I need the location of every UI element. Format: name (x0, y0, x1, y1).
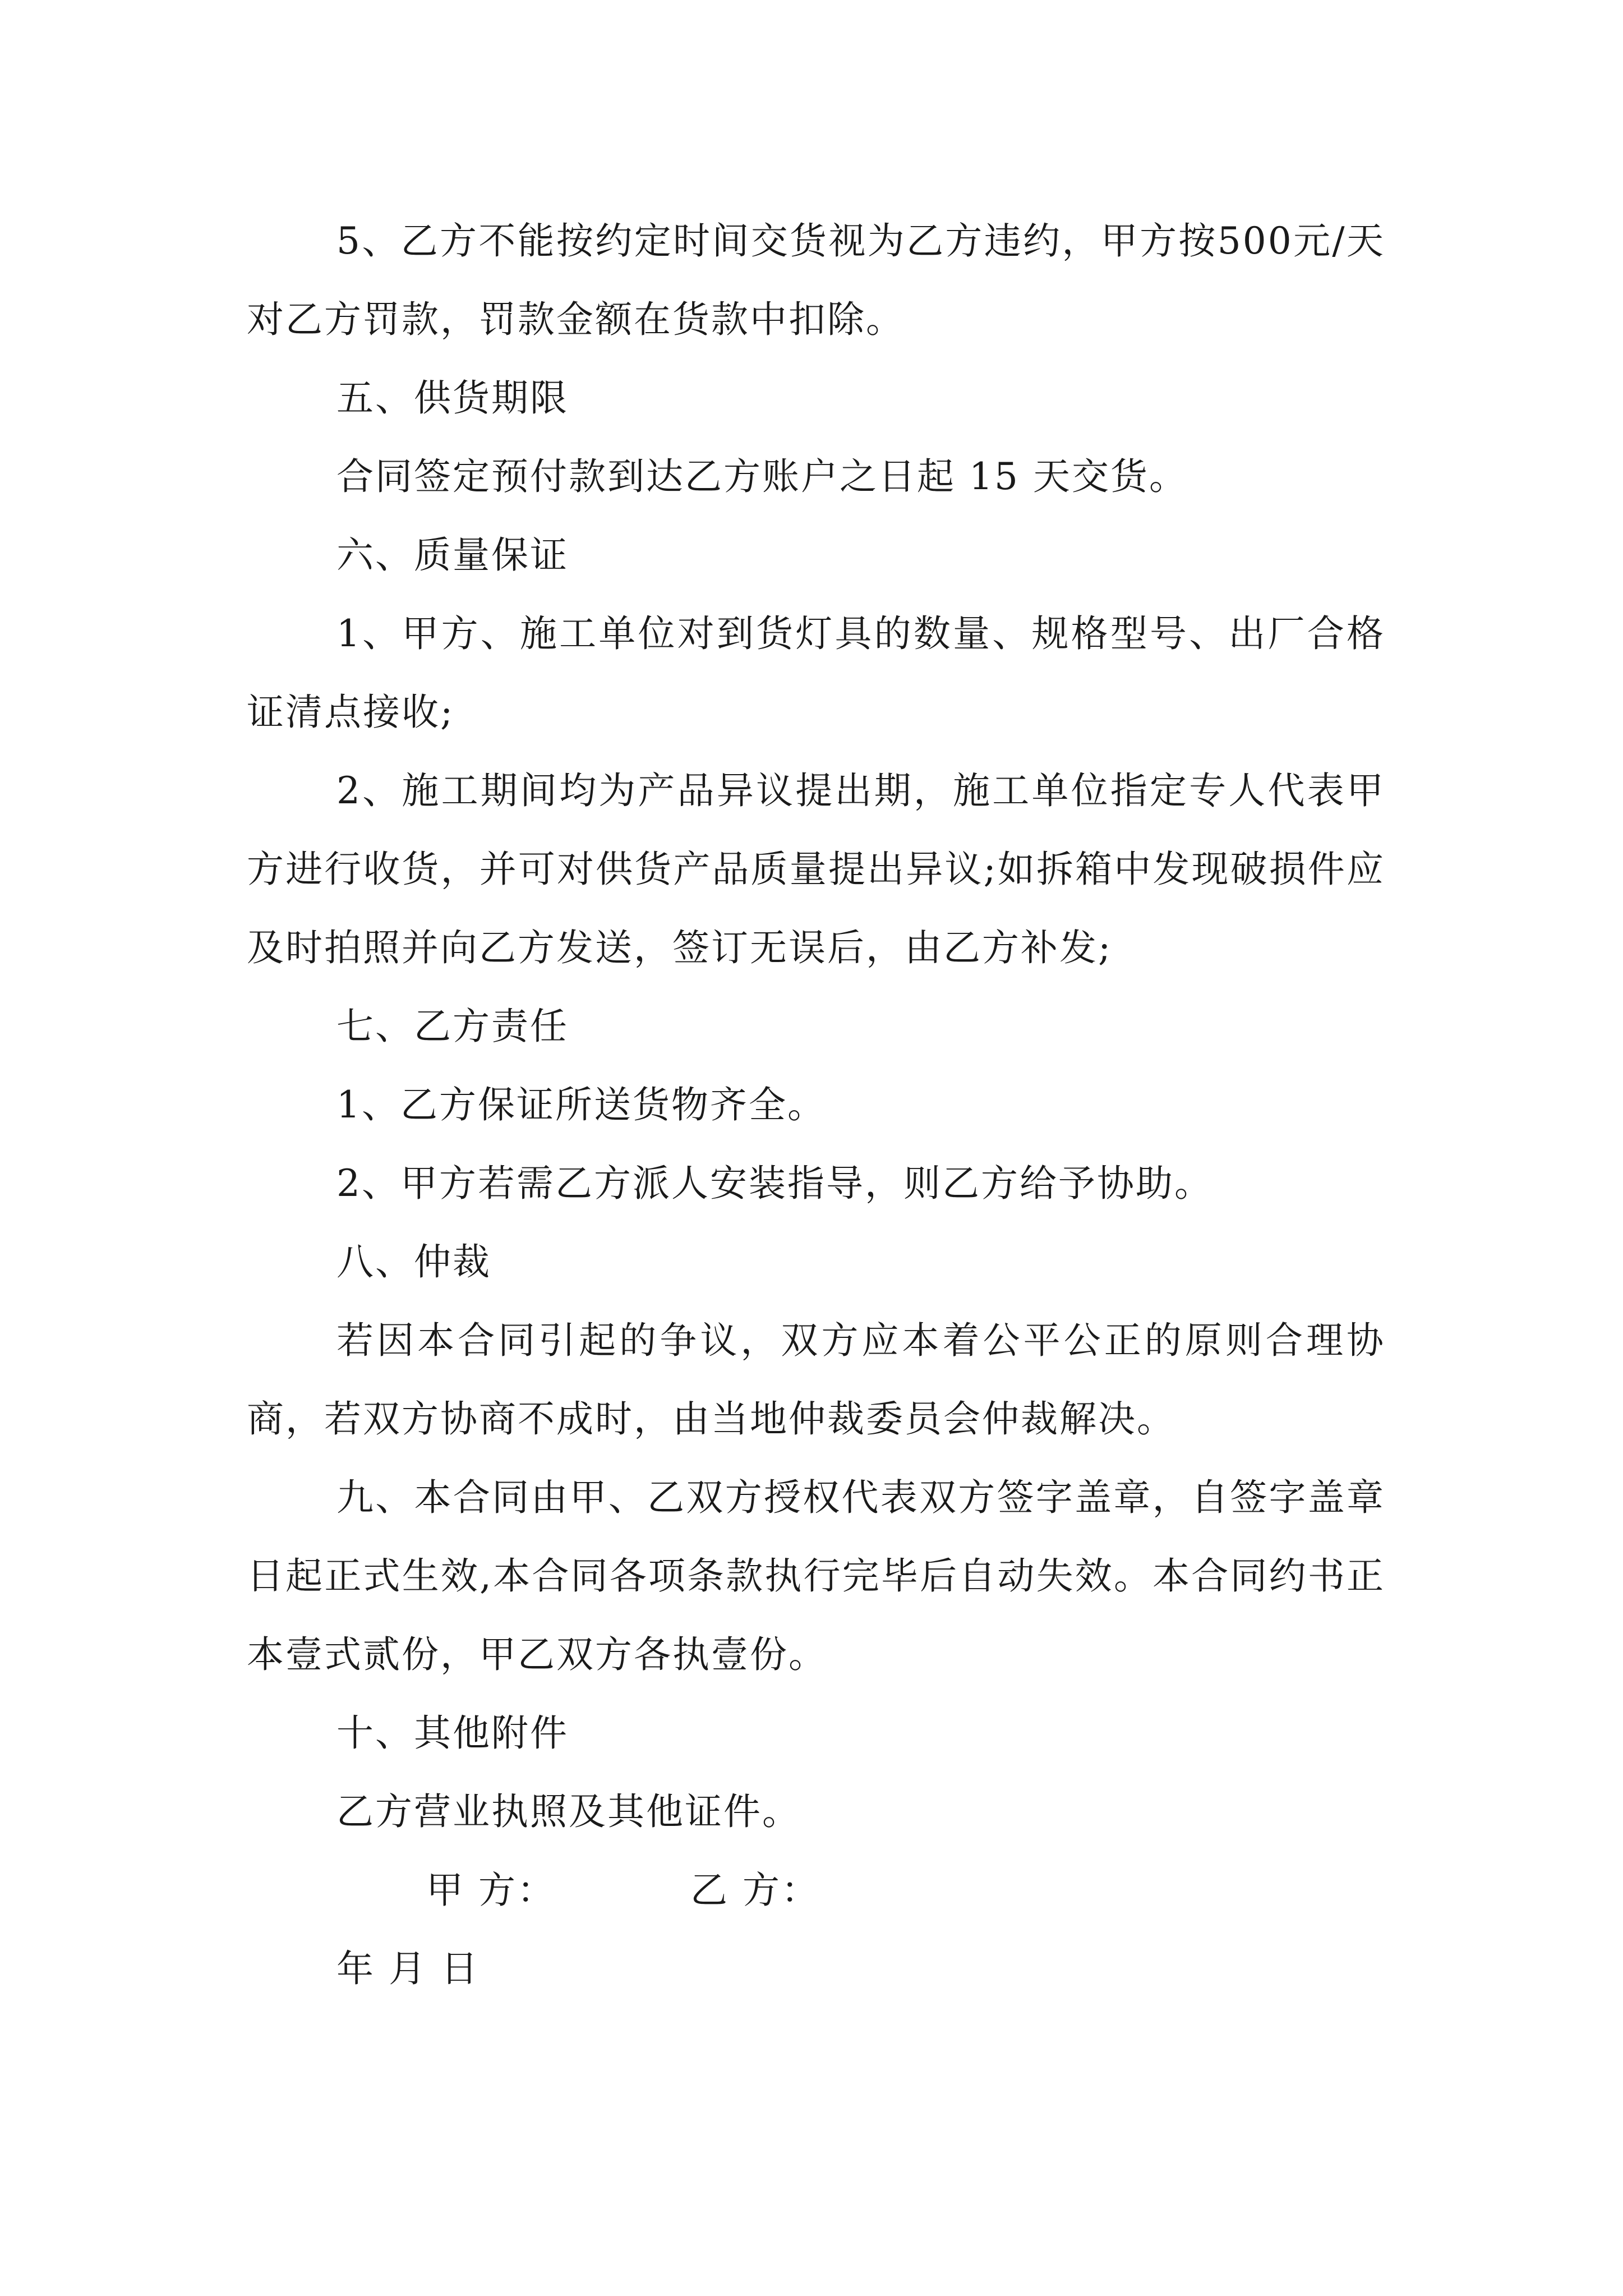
signature-line (247, 1851, 1385, 1930)
supply-period-text: 合同签定预付款到达乙方账户之日起 15 天交货。 (336, 455, 1188, 498)
quality-clause-1: 1、甲方、施工单位对到货灯具的数量、规格型号、出厂合格证清点接收; (247, 612, 1385, 734)
section-heading-attachments: 十、其他附件 (336, 1711, 569, 1755)
attachments-text: 乙方营业执照及其他证件。 (336, 1790, 801, 1833)
section-9-effectiveness: 九、本合同由甲、乙双方授权代表双方签字盖章，自签字盖章日起正式生效,本合同各项条款执行完毕后自动失效。本合同约书正本壹式贰份，甲乙双方各执壹份。 (247, 1476, 1385, 1676)
section-heading-arbitration: 八、仲裁 (336, 1240, 491, 1283)
party-a-signature-label: 甲 方： (426, 1869, 556, 1912)
contract-body (247, 202, 1385, 2008)
date-line: 年 月 日 (336, 1947, 479, 1990)
party-b-signature-label: 乙 方： (690, 1869, 820, 1912)
party-b-duty-1: 1、乙方保证所送货物齐全。 (336, 1083, 826, 1126)
section-heading-quality: 六、质量保证 (336, 533, 569, 577)
clause-5-penalty: 5、乙方不能按约定时间交货视为乙方违约，甲方按500元/天对乙方罚款，罚款金额在货款中扣除。 (247, 219, 1385, 341)
quality-clause-2: 2、施工期间均为产品异议提出期，施工单位指定专人代表甲方进行收货，并可对供货产品质量提出异议;如拆箱中发现破损件应及时拍照并向乙方发送，签订无误后，由乙方补发; (247, 769, 1385, 969)
section-heading-party-b-duty: 七、乙方责任 (336, 1005, 569, 1048)
section-heading-supply-period: 五、供货期限 (336, 376, 569, 420)
arbitration-text: 若因本合同引起的争议，双方应本着公平公正的原则合理协商，若双方协商不成时，由当地仲裁委员会仲裁解决。 (247, 1319, 1385, 1441)
party-b-duty-2: 2、甲方若需乙方派人安装指导，则乙方给予协助。 (336, 1162, 1213, 1205)
